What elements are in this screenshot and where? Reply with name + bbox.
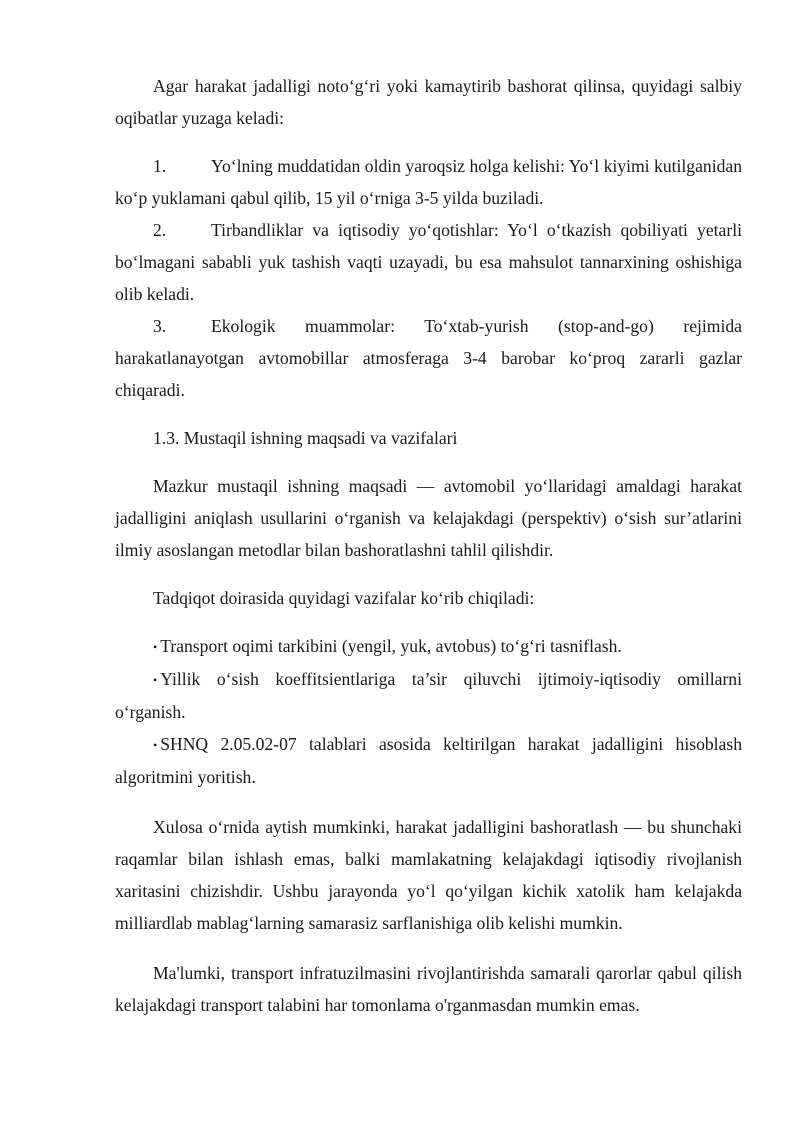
item-text: Tirbandliklar va iqtisodiy yo‘qotishlar: Yo‘l o‘tkazish qobiliyati yetarli bo‘lmagani sababli yuk tashish vaqti uzayadi, bu esa mahsulot tannarxining oshishiga olib keladi. bbox=[115, 220, 742, 304]
final-paragraph: Ma'lumki, transport infratuzilmasini rivojlantirishda samarali qarorlar qabul qilish kelajakdagi transport talabini har tomonlama o'rganmasdan mumkin emas. bbox=[115, 963, 742, 1015]
bullet-text: Yillik o‘sish koeffitsientlariga ta’sir qiluvchi ijtimoiy-iqtisodiy omillarni o‘rganish. bbox=[115, 669, 742, 722]
aim-paragraph: Mazkur mustaqil ishning maqsadi — avtomobil yo‘llaridagi amaldagi harakat jadalligini aniqlash usullarini o‘rganish va kelajakdagi (perspektiv) o‘sish sur’atlarini ilmiy asoslangan metodlar bilan bashoratlashni tahlil qilishdir. bbox=[115, 476, 742, 560]
item-text: Ekologik muammolar: To‘xtab-yurish (stop-and-go) rejimida harakatlanayotgan avtomobillar atmosferaga 3-4 barobar ko‘proq zararli gazlar chiqaradi. bbox=[115, 316, 742, 400]
intro-paragraph: Agar harakat jadalligi noto‘g‘ri yoki kamaytirib bashorat qilinsa, quyidagi salbiy oqibatlar yuzaga keladi: bbox=[115, 76, 742, 128]
bullet-icon: • bbox=[153, 640, 158, 654]
bullet-icon: • bbox=[153, 738, 158, 752]
bullet-item-1 bbox=[115, 630, 742, 663]
bullet-item-2 bbox=[115, 663, 742, 728]
section-heading: 1.3. Mustaqil ishning maqsadi va vazifalari bbox=[153, 428, 458, 448]
bullet-item-3 bbox=[115, 728, 742, 793]
conclusion-paragraph: Xulosa o‘rnida aytish mumkinki, harakat jadalligini bashoratlash — bu shunchaki raqamlar bilan ishlash emas, balki mamlakatning kelajakdagi iqtisodiy rivojlanish xaritasini chizishdir. Ushbu jarayonda yo‘l qo‘yilgan kichik xatolik ham kelajakda milliardlab mablag‘larning samarasiz sarflanishiga olib kelishi mumkin. bbox=[115, 817, 742, 933]
bullet-text: Transport oqimi tarkibini (yengil, yuk, avtobus) to‘g‘ri tasniflash. bbox=[160, 636, 622, 656]
numbered-item-2 bbox=[115, 214, 742, 310]
numbered-item-3 bbox=[115, 310, 742, 406]
item-number: 1. bbox=[153, 156, 167, 176]
tasks-intro: Tadqiqot doirasida quyidagi vazifalar ko‘rib chiqiladi: bbox=[153, 588, 535, 608]
bullet-icon: • bbox=[153, 673, 158, 687]
item-text: Yo‘lning muddatidan oldin yaroqsiz holga kelishi: Yo‘l kiyimi kutilganidan ko‘p yuklamani qabul qilib, 15 yil o‘rniga 3-5 yilda buziladi. bbox=[115, 156, 742, 208]
document-page bbox=[115, 70, 742, 1021]
item-number: 3. bbox=[153, 316, 167, 336]
item-number: 2. bbox=[153, 220, 167, 240]
numbered-item-1 bbox=[115, 150, 742, 214]
bullet-text: SHNQ 2.05.02-07 talablari asosida keltirilgan harakat jadalligini hisoblash algoritmini yoritish. bbox=[115, 734, 742, 787]
